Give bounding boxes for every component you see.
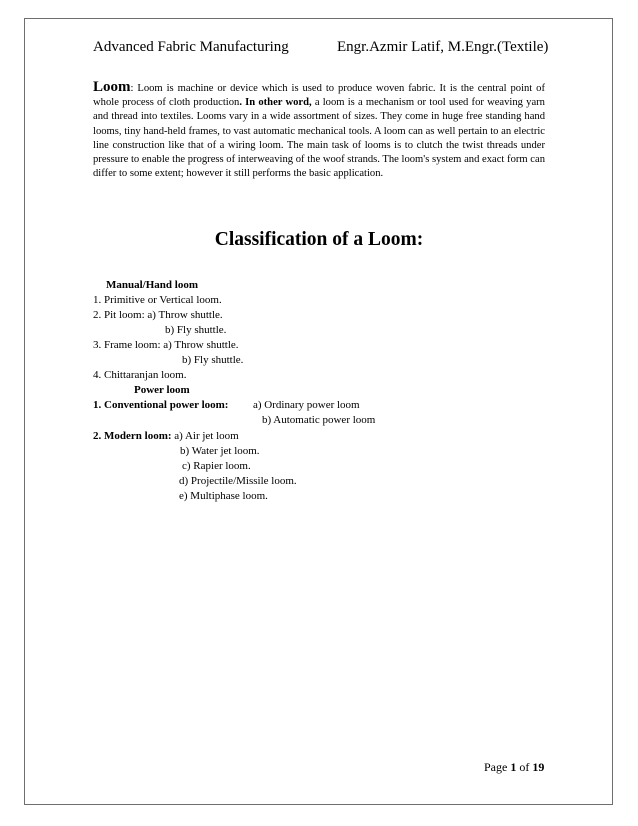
manual-loom-heading: Manual/Hand loom bbox=[106, 279, 198, 291]
section-title: Classification of a Loom: bbox=[214, 229, 424, 250]
page-number bbox=[484, 760, 544, 775]
power-loom-heading: Power loom bbox=[134, 384, 190, 396]
modern-loom-c: c) Rapier loom. bbox=[182, 460, 251, 472]
intro-text-2: a loom is a mechanism or tool used for weaving yarn and thread into textiles. Looms vary in a wide assortment of sizes. They come in huge free standing hand looms, tiny hand-held frames, to vast automatic mechanical tools. A loom can as well pertain to an electric line construction like that of a wiring loom. The main task of looms is to clutch the twist threads under pressure to enable the progress of interweaving of the woof strands. The loom's system and exact form can differ to some extent; however it still performs the basic application. bbox=[93, 97, 545, 180]
modern-loom-a: a) Air jet loom bbox=[171, 430, 239, 442]
conventional-loom-a: a) Ordinary power loom bbox=[253, 399, 360, 411]
intro-term: Loom bbox=[93, 79, 131, 95]
modern-loom-d: d) Projectile/Missile loom. bbox=[179, 475, 297, 487]
total-pages: 19 bbox=[532, 760, 545, 774]
modern-loom-line bbox=[93, 429, 239, 443]
intro-paragraph bbox=[93, 80, 545, 181]
modern-loom-b: b) Water jet loom. bbox=[180, 445, 260, 457]
manual-item-2b: b) Fly shuttle. bbox=[165, 324, 227, 336]
header-author: Engr.Azmir Latif, M.Engr.(Textile) bbox=[337, 39, 549, 55]
modern-loom-label: 2. Modern loom: bbox=[93, 430, 172, 442]
manual-item-3b: b) Fly shuttle. bbox=[182, 354, 244, 366]
manual-item-3: 3. Frame loom: a) Throw shuttle. bbox=[93, 339, 239, 351]
intro-text-1: : Loom is machine or device which is used to produce woven fabric. It is the central point of whole process of cloth production bbox=[93, 83, 545, 109]
modern-loom-e: e) Multiphase loom. bbox=[179, 490, 268, 502]
current-page: 1 bbox=[510, 760, 517, 774]
conventional-loom-b: b) Automatic power loom bbox=[262, 414, 376, 426]
manual-item-4: 4. Chittaranjan loom. bbox=[93, 369, 187, 381]
header-course-title: Advanced Fabric Manufacturing bbox=[93, 39, 289, 55]
intro-bold-phrase: . In other word, bbox=[239, 97, 312, 109]
manual-item-2: 2. Pit loom: a) Throw shuttle. bbox=[93, 309, 223, 321]
conventional-loom-label: 1. Conventional power loom: bbox=[93, 399, 229, 411]
manual-item-1: 1. Primitive or Vertical loom. bbox=[93, 294, 222, 306]
of-word: of bbox=[516, 760, 533, 774]
page-word: Page bbox=[484, 760, 511, 774]
